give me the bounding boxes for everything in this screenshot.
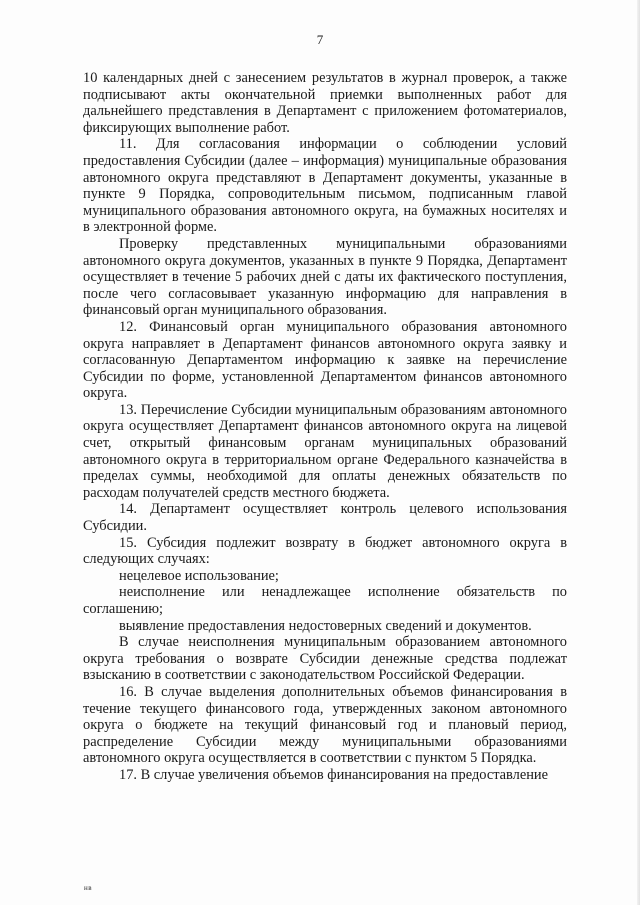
- paragraph-clause-15: 15. Субсидия подлежит возврату в бюджет автономного округа в следующих случаях:: [83, 534, 567, 568]
- paragraph-clause-16: 16. В случае выделения дополнительных объемов финансирования в течение текущего финансового года, утвержденных законом автономного округа о бюджете на текущий финансовый год и плановый период, распределение Субсидии между муниципальными образованиями автономного округа осуществляется в соответствии с пунктом 5 Порядка.: [83, 683, 567, 767]
- list-item-nonfulfillment: неисполнение или ненадлежащее исполнение обязательств по соглашению;: [83, 584, 567, 617]
- paragraph-clause-12: 12. Финансовый орган муниципального образования автономного округа направляет в Департамент финансов автономного округа заявку и согласованную Департаментом информацию к заявке на перечисление Субсидии по форме, установленной Департаментом финансов автономного округа.: [83, 318, 567, 402]
- document-body: [83, 70, 567, 784]
- paragraph-verification: Проверку представленных муниципальными образованиями автономного округа документов, указанных в пункте 9 Порядка, Департамент осуществляет в течение 5 рабочих дней с даты их фактического поступления, после чего согласовывает указанную информацию для направления в финансовый орган муниципального образования.: [83, 235, 567, 319]
- footer-code: нв: [84, 884, 93, 892]
- paragraph-clause-13: 13. Перечисление Субсидии муниципальным образованиям автономного округа осуществляет Департамент финансов автономного округа на лицевой счет, открытый финансовым органам муниципальных образований автономного округа в территориальном органе Федерального казначейства в пределах суммы, необходимой для оплаты денежных обязательств по расходам получателей средств местного бюджета.: [83, 401, 567, 501]
- page-number: 7: [316, 32, 324, 47]
- paragraph-clause-17: 17. В случае увеличения объемов финансирования на предоставление: [119, 766, 549, 783]
- paragraph-clause-11: 11. Для согласования информации о соблюдении условий предоставления Субсидии (далее – информация) муниципальные образования автономного округа представляют в Департамент документы, указанные в пункте 9 Порядка, сопроводительным письмом, подписанным главой муниципального образования автономного округа, на бумажных носителях и в электронной форме.: [83, 136, 567, 236]
- list-item-false-info: выявление предоставления недостоверных сведений и документов.: [119, 617, 532, 634]
- paragraph-continuation: 10 календарных дней с занесением результатов в журнал проверок, а также подписывают акты окончательной приемки выполненных работ для дальнейшего представления в Департамент с приложением фотоматериалов, фиксирующих выполнение работ.: [83, 70, 567, 136]
- paragraph-recovery: В случае неисполнения муниципальным образованием автономного округа требования о возврате Субсидии денежные средства подлежат взысканию в соответствии с законодательством Российской Федерации.: [83, 634, 567, 684]
- paragraph-clause-14: 14. Департамент осуществляет контроль целевого использования Субсидии.: [83, 501, 567, 535]
- list-item-misuse: нецелевое использование;: [119, 567, 279, 584]
